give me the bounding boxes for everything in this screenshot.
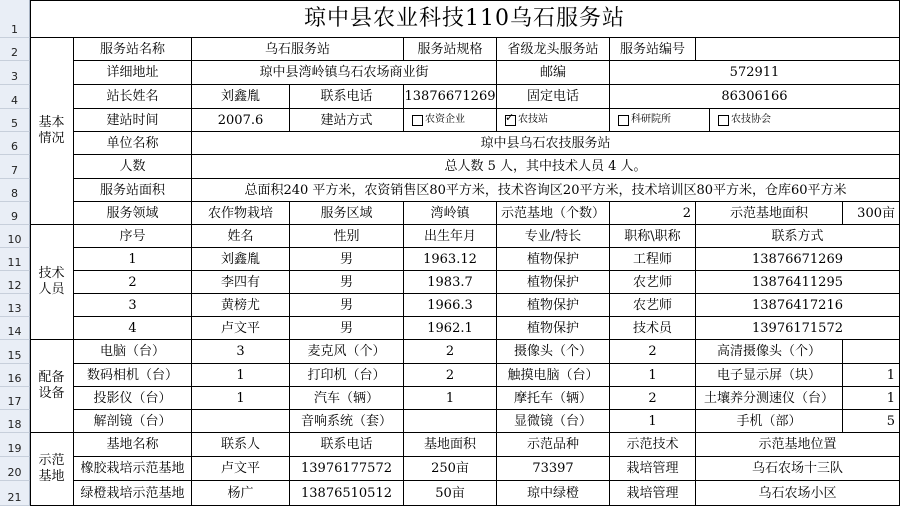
demo-header-variety: 示范品种 [497,433,610,457]
table-cell[interactable]: 13876671269 [696,248,900,271]
table-cell[interactable]: 250亩 [404,457,497,481]
row-header[interactable]: 17 [0,387,30,410]
row-header[interactable]: 6 [0,132,30,155]
table-cell[interactable]: 卢文平 [192,317,290,340]
table-cell[interactable]: 植物保护 [497,271,610,294]
table-cell[interactable]: 技术员 [610,317,696,340]
checkbox-agri-station[interactable] [505,115,516,126]
row-header[interactable]: 4 [0,85,30,109]
value-area[interactable]: 总面积240 平方米，农资销售区80平方米，技术咨询区20平方米，技术培训区80平方米，仓库60平方米 [192,179,900,202]
label-phone: 联系电话 [290,85,404,109]
checkbox-tech-association[interactable] [718,115,729,126]
equip-label: 解剖镜（台） [74,410,192,433]
label-demo-area: 示范基地面积 [696,202,843,225]
staff-header-name: 姓名 [192,225,290,248]
staff-header-gender: 性别 [290,225,404,248]
section-equip: 配备设备 [30,340,74,433]
table-cell[interactable]: 13876417216 [696,294,900,317]
label-service-region: 服务区域 [290,202,404,225]
row-header[interactable]: 3 [0,61,30,85]
table-cell[interactable]: 乌石农场小区 [696,481,900,506]
value-people[interactable]: 总人数 5 人，其中技术人员 4 人。 [192,155,900,179]
value-phone[interactable]: 13876671269 [404,85,497,109]
equip-value[interactable]: 1 [404,387,497,410]
staff-header-no: 序号 [74,225,192,248]
table-cell[interactable]: 1962.1 [404,317,497,340]
table-cell[interactable]: 农艺师 [610,294,696,317]
equip-label: 数码相机（台） [74,364,192,387]
row-header[interactable]: 5 [0,109,30,132]
table-cell[interactable]: 3 [74,294,192,317]
value-station-id[interactable] [696,38,900,61]
equip-value[interactable]: 1 [610,364,696,387]
table-cell[interactable]: 刘鑫胤 [192,248,290,271]
label-station-spec: 服务站规格 [404,38,497,61]
table-cell[interactable]: 栽培管理 [610,457,696,481]
sheet-title: 琼中县农业科技110乌石服务站 [30,0,900,38]
row-header[interactable]: 10 [0,225,30,248]
equip-value[interactable]: 1 [192,364,290,387]
equip-label: 投影仪（台） [74,387,192,410]
demo-header-tech: 示范技术 [610,433,696,457]
table-cell[interactable]: 男 [290,271,404,294]
row-header[interactable]: 15 [0,340,30,364]
row-header[interactable]: 2 [0,38,30,61]
value-build-time[interactable]: 2007.6 [192,109,290,132]
value-unit-name[interactable]: 琼中县乌石农技服务站 [192,132,900,155]
table-cell[interactable]: 13876411295 [696,271,900,294]
staff-header-major: 专业/特长 [497,225,610,248]
section-basic: 基本情况 [30,38,74,225]
label-build-time: 建站时间 [74,109,192,132]
equip-value[interactable]: 2 [404,340,497,364]
row-header[interactable]: 16 [0,364,30,387]
equip-label: 音响系统（套） [290,410,404,433]
table-cell[interactable]: 男 [290,294,404,317]
row-header[interactable]: 18 [0,410,30,433]
equip-value[interactable]: 2 [404,364,497,387]
table-cell[interactable]: 植物保护 [497,317,610,340]
table-cell[interactable]: 工程师 [610,248,696,271]
row-header[interactable]: 19 [0,433,30,457]
option-research-institute[interactable]: 科研院所 [610,109,710,132]
equip-label: 高清摄像头（个） [696,340,843,364]
table-cell[interactable]: 栽培管理 [610,481,696,506]
checkbox-research-institute[interactable] [618,115,629,126]
row-header[interactable]: 7 [0,155,30,179]
staff-header-birth: 出生年月 [404,225,497,248]
demo-header-name: 基地名称 [74,433,192,457]
value-zip[interactable]: 572911 [610,61,900,85]
value-station-spec[interactable]: 省级龙头服务站 [497,38,610,61]
equip-value[interactable] [843,340,900,364]
row-header[interactable]: 14 [0,317,30,340]
row-header[interactable]: 8 [0,179,30,202]
equip-value[interactable]: 1 [192,387,290,410]
label-service-field: 服务领域 [74,202,192,225]
row-header[interactable]: 20 [0,457,30,481]
table-cell[interactable]: 黄榜尤 [192,294,290,317]
equip-value[interactable]: 2 [610,387,696,410]
table-cell[interactable]: 73397 [497,457,610,481]
table-cell[interactable]: 琼中绿橙 [497,481,610,506]
equip-label: 打印机（台） [290,364,404,387]
label-station-id: 服务站编号 [610,38,696,61]
label-unit-name: 单位名称 [74,132,192,155]
table-cell[interactable]: 50亩 [404,481,497,506]
equip-value[interactable]: 2 [610,340,696,364]
table-cell[interactable]: 13976177572 [290,457,404,481]
equip-value[interactable]: 5 [843,410,900,433]
value-address[interactable]: 琼中县湾岭镇乌石农场商业街 [192,61,497,85]
equip-value[interactable] [192,410,290,433]
table-cell[interactable]: 1 [74,248,192,271]
equip-label: 电子显示屏（块） [696,364,843,387]
equip-label: 显微镜（台） [497,410,610,433]
demo-header-phone: 联系电话 [290,433,404,457]
table-cell[interactable]: 杨广 [192,481,290,506]
table-cell[interactable]: 4 [74,317,192,340]
row-header[interactable]: 13 [0,294,30,317]
row-header[interactable]: 12 [0,271,30,294]
table-cell[interactable]: 绿橙栽培示范基地 [74,481,192,506]
table-cell[interactable]: 卢文平 [192,457,290,481]
table-cell[interactable]: 男 [290,317,404,340]
value-service-field[interactable]: 农作物栽培 [192,202,290,225]
table-cell[interactable]: 男 [290,248,404,271]
demo-header-area: 基地面积 [404,433,497,457]
table-cell[interactable]: 李四有 [192,271,290,294]
table-cell[interactable]: 植物保护 [497,294,610,317]
table-cell[interactable]: 2 [74,271,192,294]
table-cell[interactable]: 农艺师 [610,271,696,294]
row-header[interactable]: 9 [0,202,30,225]
equip-label: 摩托车（辆） [497,387,610,410]
value-demo-area[interactable]: 300亩 [843,202,900,225]
demo-header-location: 示范基地位置 [696,433,900,457]
equip-value[interactable] [404,410,497,433]
equip-value[interactable]: 3 [192,340,290,364]
equip-label: 电脑（台） [74,340,192,364]
table-cell[interactable]: 植物保护 [497,248,610,271]
label-zip: 邮编 [497,61,610,85]
value-service-region[interactable]: 湾岭镇 [404,202,497,225]
label-demo-count: 示范基地（个数） [497,202,610,225]
table-cell[interactable]: 13876510512 [290,481,404,506]
demo-header-contact: 联系人 [192,433,290,457]
table-cell[interactable]: 1966.3 [404,294,497,317]
table-cell[interactable]: 13976171572 [696,317,900,340]
row-header[interactable]: 11 [0,248,30,271]
label-station-name: 服务站名称 [74,38,192,61]
equip-value[interactable]: 1 [843,387,900,410]
staff-header-contact: 联系方式 [696,225,900,248]
section-demo: 示范基地 [30,433,74,506]
option-agri-enterprise[interactable]: 农资企业 [404,109,497,132]
equip-value[interactable]: 1 [843,364,900,387]
value-demo-count[interactable]: 2 [610,202,696,225]
value-head-name[interactable]: 刘鑫胤 [192,85,290,109]
label-head-name: 站长姓名 [74,85,192,109]
table-cell[interactable]: 1983.7 [404,271,497,294]
equip-label: 手机（部） [696,410,843,433]
row-header[interactable]: 1 [0,0,30,38]
section-tech: 技术人员 [30,225,74,340]
label-fixed-phone: 固定电话 [497,85,610,109]
equip-label: 触摸电脑（台） [497,364,610,387]
option-agri-station[interactable]: ✓ 农技站 [497,109,610,132]
equip-label: 汽车（辆） [290,387,404,410]
label-build-mode: 建站方式 [290,109,404,132]
table-cell[interactable]: 橡胶栽培示范基地 [74,457,192,481]
staff-header-title: 职称\职称 [610,225,696,248]
value-fixed-phone[interactable]: 86306166 [610,85,900,109]
equip-label: 土壤养分测速仪（台） [696,387,843,410]
value-station-name[interactable]: 乌石服务站 [192,38,404,61]
equip-label: 麦克风（个） [290,340,404,364]
option-tech-association[interactable]: 农技协会 [710,109,900,132]
table-cell[interactable]: 乌石农场十三队 [696,457,900,481]
row-header[interactable]: 21 [0,481,30,506]
equip-value[interactable]: 1 [610,410,696,433]
label-people: 人数 [74,155,192,179]
checkbox-agri-enterprise[interactable] [412,115,423,126]
equip-label: 摄像头（个） [497,340,610,364]
label-address: 详细地址 [74,61,192,85]
table-cell[interactable]: 1963.12 [404,248,497,271]
label-area: 服务站面积 [74,179,192,202]
